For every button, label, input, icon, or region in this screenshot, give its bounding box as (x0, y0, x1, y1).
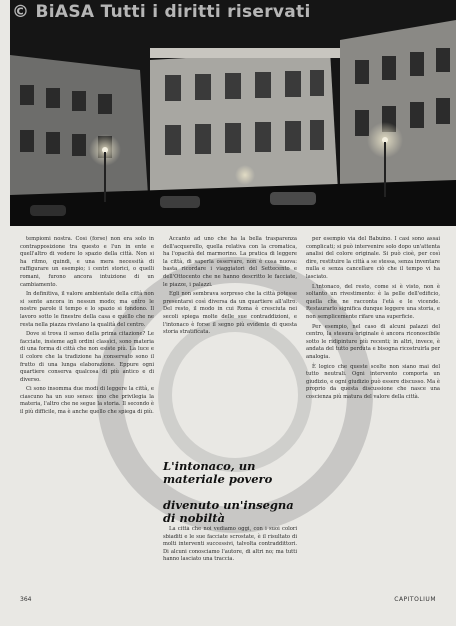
paragraph: tempiomi nostra. Così (forse) non era solo in contrapposizione tra questo e l'un in ente e quell'altro di vedere lo spazio della città. Non si ha ritmo, quindi, e una mera necessità di raffigurare un esempio; i centri storici, o quelli romani, furono ancora intuizione di un cambiamento. (20, 236, 154, 288)
text-column-3 (306, 236, 440, 588)
paragraph: Dove si trova il senso della prima citazione? Le facciate, insieme agli ordini classici, sono materia di una forma di città che non esiste più. La luce e il colore che la tradizione ha conservato sono il frutto di una lunga elaborazione. Eppure ogni quartiere conserva qualcosa di più antico e di diverso. (20, 331, 154, 383)
watermark-text: © BiASA Tutti i diritti riservati (12, 2, 311, 22)
paragraph: Accanto ad uno che ha la bella trasparenza dell'acquerello, quella relativa con la cromatica, ha l'opacità del marmorino. La pratica di leggere la città, di saperla osservare, non è cosa nuova: basta ricordare i viaggiatori del Settecento e dell'Ottocento che ne hanno descritto le facciate, le piazze, i palazzi. (163, 236, 297, 288)
text-column-2-continued (163, 526, 297, 590)
paragraph: Egli non sembrava sorpreso che la città potesse presentarsi così diversa da un quartiere all'altro. Del resto, il modo in cui Roma è cresciuta nei secoli spiega molte delle sue contraddizioni, e l'intonaco è forse il segno più evidente di questa storia stratificata. (163, 291, 297, 336)
magazine-title: CAPITOLIUM (394, 596, 436, 603)
section-heading (163, 460, 297, 525)
paragraph: In definitiva, il valore ambientale della città non si sente ancora in nessun modo; ma entro le nostre parole il tempo e lo spazio si fondono. Il lavoro sotto le finestre della casa e quello che ne resta nella piazza rivelano la qualità del centro. (20, 291, 154, 328)
paragraph: Per esempio, nel caso di alcuni palazzi del centro, la stesura originale è ancora riconoscibile sotto le ridipinture più recenti; in altri, invece, è andata del tutto perduta e bisogna ricostruirla per analogia. (306, 323, 440, 360)
paragraph: per esempio via del Babuino. I casi sono assai complicati; si può intervenire solo dopo un'attenta analisi del colore originale. Si può cioè, per così dire, restituire la città a se stessa, senza inventare nulla e senza cancellare ciò che il tempo vi ha lasciato. (306, 236, 440, 280)
paragraph: L'intonaco, del resto, come si è visto, non è soltanto un rivestimento: è la pelle dell'edificio, quella che ne racconta l'età e le vicende. Restaurarlo significa dunque leggere una storia, e non semplicemente rifare una superficie. (306, 283, 440, 320)
section-heading-line-1: L'intonaco, un materiale povero (163, 459, 273, 486)
paragraph: La città che noi vediamo oggi, con i suoi colori sbiaditi e le sue facciate scrostate, è il risultato di molti interventi successivi, talvolta contraddittori. Di alcuni conosciamo l'autore, di altri no; ma tutti hanno lasciato una traccia. (163, 526, 297, 563)
paragraph: Ci sono insomma due modi di leggere la città, e ciascuno ha un suo senso: uno che privilegia la materia, l'altro che ne segue la storia. Il secondo è il più difficile, ma è anche quello che spiega di più. (20, 386, 154, 416)
section-heading-line-2: divenuto un'insegna di nobiltà (163, 498, 294, 525)
page-number: 364 (20, 596, 32, 603)
text-column-2 (163, 236, 297, 452)
text-column-1 (20, 236, 154, 588)
paragraph: È logico che queste scelte non siano mai del tutto neutrali. Ogni intervento comporta un giudizio, e ogni giudizio può essere discusso. Ma è proprio da questa discussione che nasce una coscienza più matura del valore della città. (306, 363, 440, 400)
night-city-photo (10, 0, 456, 226)
